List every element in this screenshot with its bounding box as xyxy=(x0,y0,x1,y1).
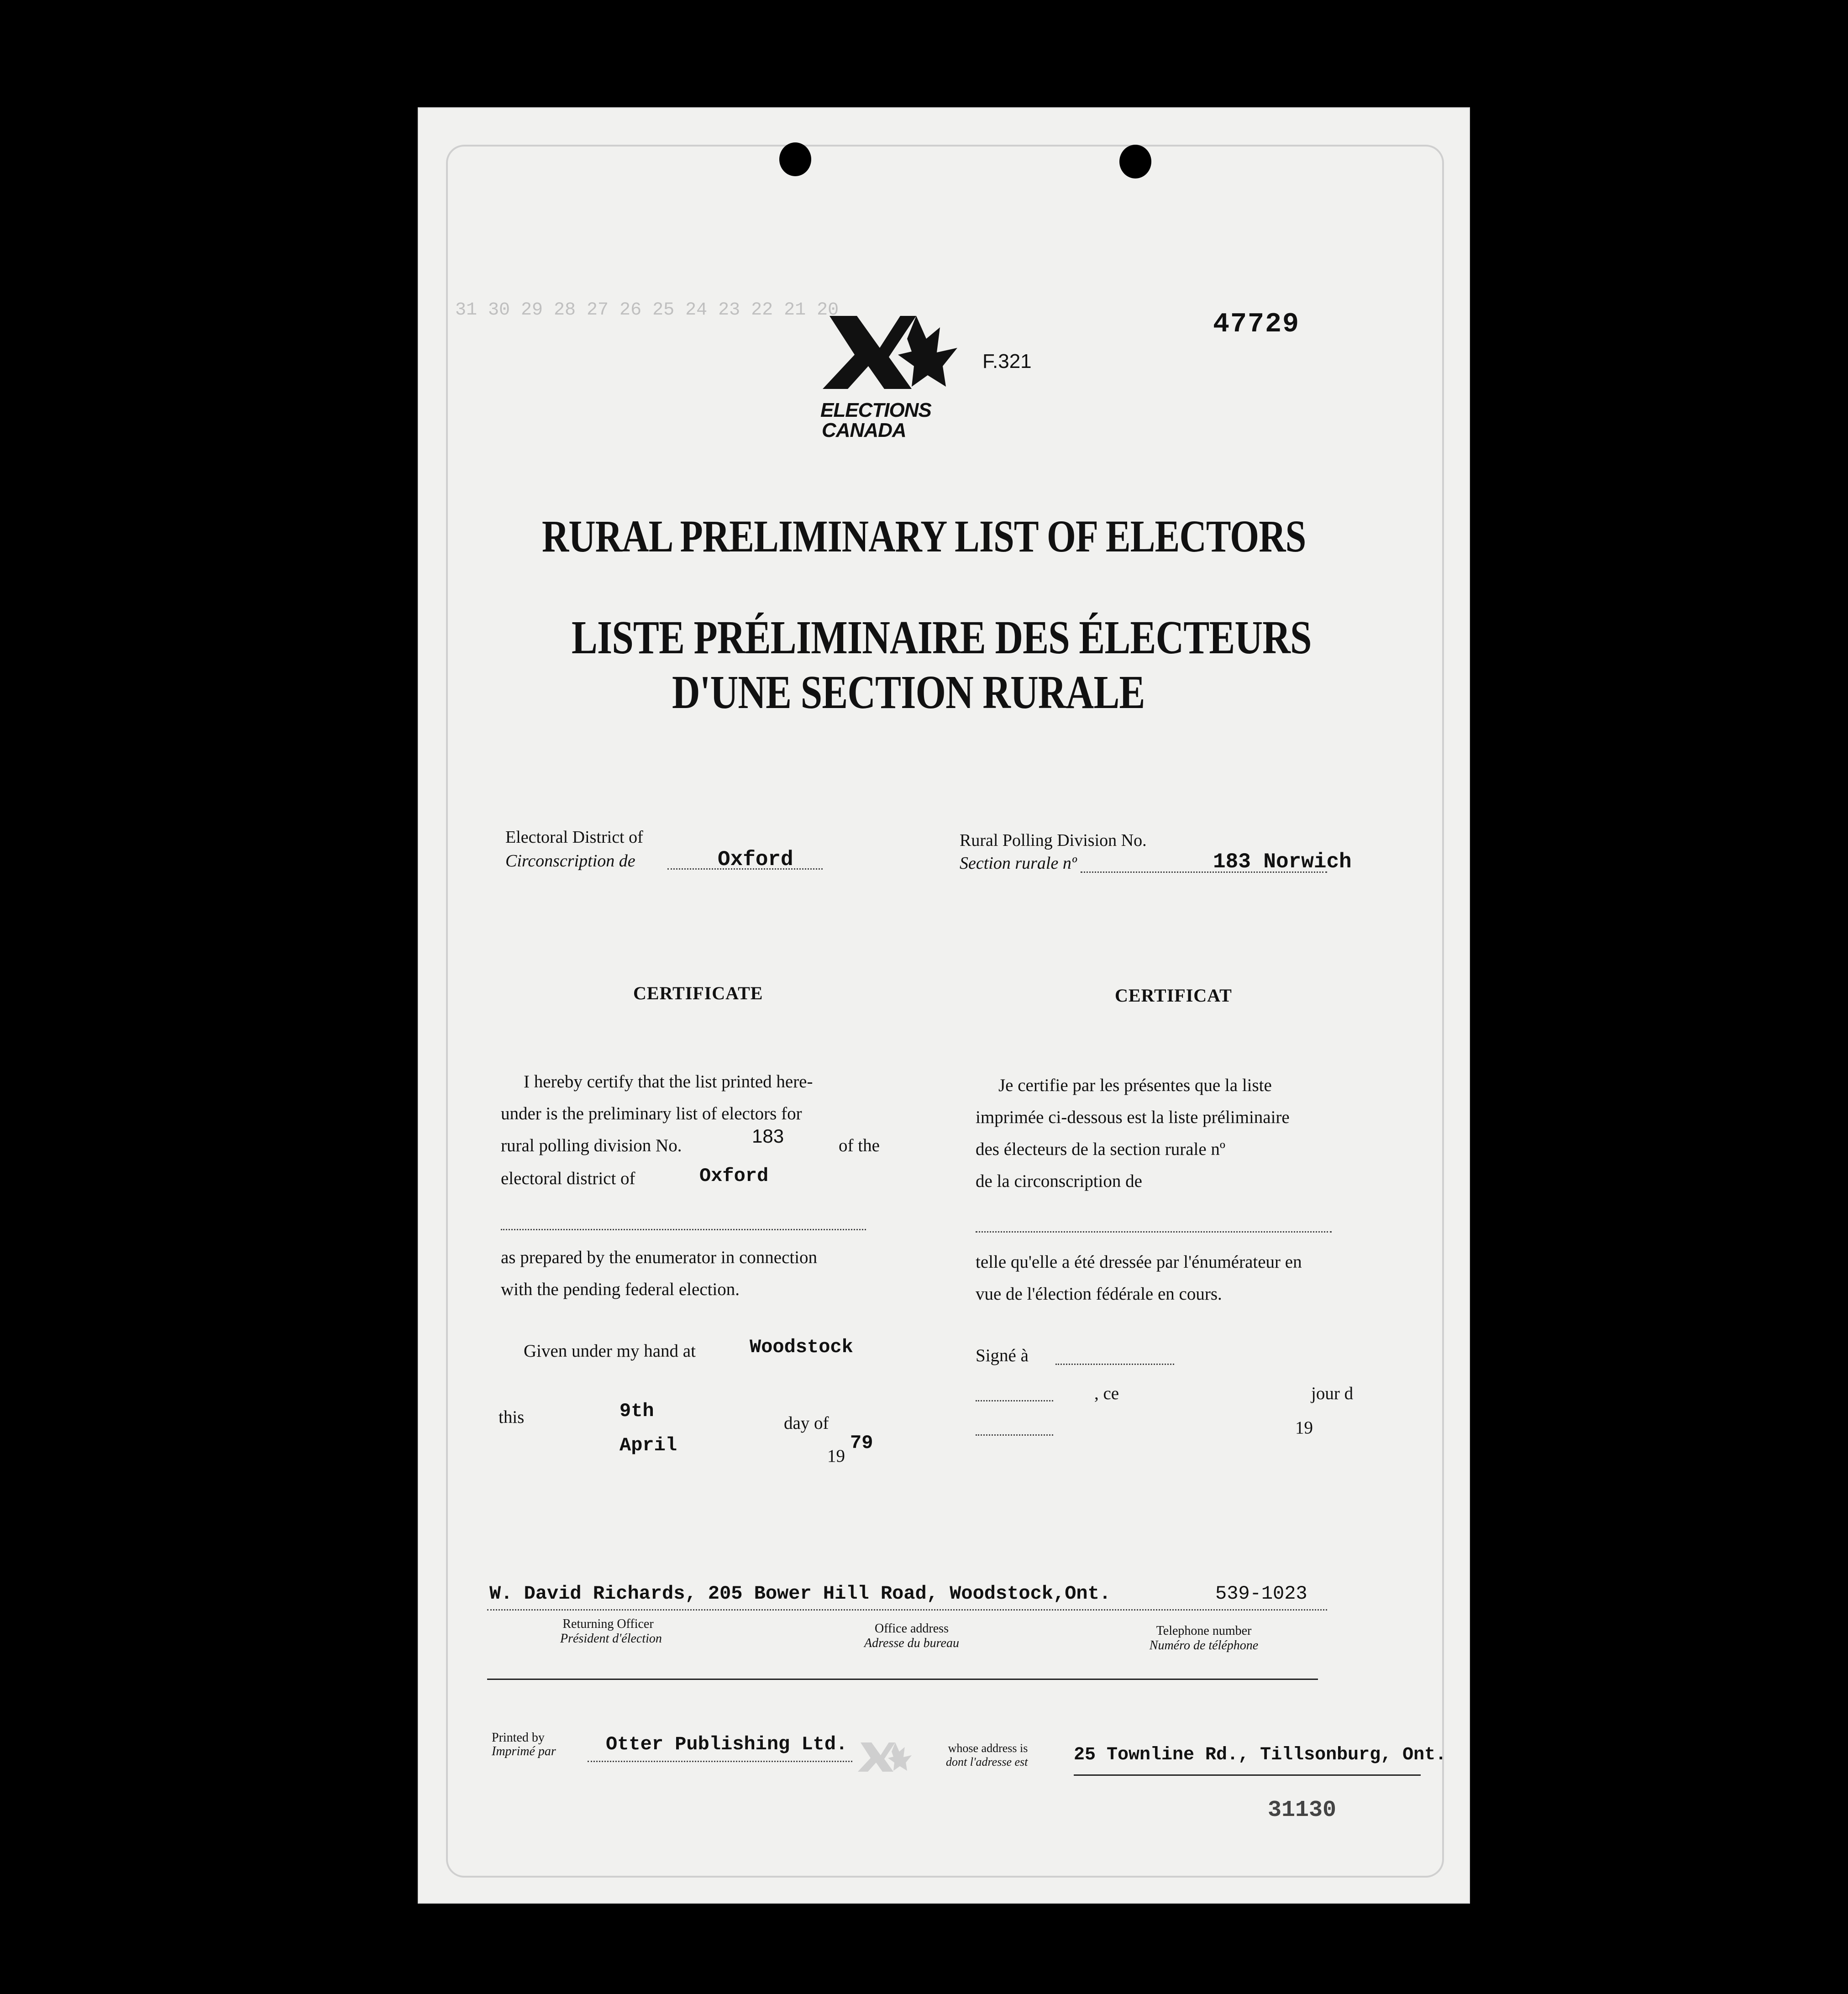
certificate-en-line6: with the pending federal election. xyxy=(501,1280,740,1299)
ce-underline xyxy=(976,1400,1053,1401)
certificate-fr-line1: Je certifie par les présentes que la liste xyxy=(998,1076,1272,1095)
district-label-fr: Circonscription de xyxy=(505,851,635,871)
district-value: Oxford xyxy=(718,848,793,871)
agency-name-line2: CANADA xyxy=(822,419,906,441)
officer-label-en: Returning Officer xyxy=(562,1617,654,1631)
certificate-en-district-value: Oxford xyxy=(699,1165,769,1187)
certificate-heading-en: CERTIFICATE xyxy=(633,983,763,1003)
address-label xyxy=(857,1621,966,1651)
agency-name-line1: ELECTIONS xyxy=(820,399,931,421)
certificate-fr-line6: vue de l'élection fédérale en cours. xyxy=(976,1284,1222,1304)
year-prefix-en: 19 xyxy=(827,1446,845,1466)
given-place-value: Woodstock xyxy=(750,1336,853,1358)
separator-rule xyxy=(487,1679,1318,1680)
whose-address-fr: dont l'adresse est xyxy=(946,1755,1028,1768)
certificate-fr-line4: de la circonscription de xyxy=(976,1171,1142,1191)
form-number: F.321 xyxy=(982,350,1032,373)
certificate-en-division-value: 183 xyxy=(752,1125,784,1147)
whose-address-label xyxy=(946,1742,1028,1769)
this-label: this xyxy=(499,1407,525,1427)
certificate-en-line1: I hereby certify that the list printed here- xyxy=(524,1072,813,1091)
elections-canada-logo xyxy=(820,311,957,412)
month-fr-underline xyxy=(976,1434,1053,1436)
elections-canada-watermark xyxy=(857,1740,912,1781)
certificate-en-line2: under is the preliminary list of electors for xyxy=(501,1104,802,1123)
phone-label-fr: Numéro de téléphone xyxy=(1149,1638,1259,1653)
certificate-en-line5: as prepared by the enumerator in connection xyxy=(501,1248,818,1267)
printed-by-en: Printed by xyxy=(492,1731,545,1745)
certificate-en-line3b: of the xyxy=(839,1136,880,1155)
printer-name: Otter Publishing Ltd. xyxy=(606,1733,848,1755)
elections-canada-x-leaf-icon xyxy=(820,311,957,412)
certificate-en-line4: electoral district of xyxy=(501,1169,635,1188)
serial-number: 47729 xyxy=(1213,309,1300,340)
day-value: 9th xyxy=(620,1400,654,1422)
address-label-fr: Adresse du bureau xyxy=(864,1636,959,1650)
officer-name-address: W. David Richards, 205 Bower Hill Road, Woodstock,Ont. xyxy=(489,1583,1111,1605)
punch-hole-right xyxy=(1119,145,1151,178)
printer-name-underline xyxy=(588,1761,852,1762)
certificate-fr-line3: des électeurs de la section rurale nº xyxy=(976,1139,1226,1159)
watermark-x-leaf-icon xyxy=(857,1740,912,1781)
certificate-fr-line2: imprimée ci-dessous est la liste préliminaire xyxy=(976,1107,1290,1127)
signed-label: Signé à xyxy=(976,1346,1029,1365)
officer-phone: 539-1023 xyxy=(1215,1583,1307,1605)
certificate-heading-fr: CERTIFICAT xyxy=(1115,985,1232,1006)
ce-label: , ce xyxy=(1094,1384,1119,1403)
whose-address-en: whose address is xyxy=(948,1742,1028,1755)
polling-label-fr: Section rurale nº xyxy=(960,854,1077,873)
polling-value: 183 Norwich xyxy=(1213,850,1352,874)
punch-hole-left xyxy=(779,142,811,176)
certificate-en-line3a: rural polling division No. xyxy=(501,1136,682,1155)
district-label-en: Electoral District of xyxy=(505,828,643,847)
printer-address-underline xyxy=(1074,1774,1421,1776)
printer-address: 25 Townline Rd., Tillsonburg, Ont. xyxy=(1074,1745,1447,1765)
title-french-line2: D'UNE SECTION RURALE xyxy=(672,666,1145,719)
printed-by-fr: Imprimé par xyxy=(492,1744,556,1758)
phone-label xyxy=(1140,1624,1268,1653)
certificate-fr-blank-line xyxy=(976,1231,1332,1233)
year-value: 79 xyxy=(850,1432,873,1454)
officer-label xyxy=(560,1617,662,1646)
address-label-en: Office address xyxy=(875,1621,949,1636)
year-prefix-fr: 19 xyxy=(1295,1418,1313,1438)
certificate-fr-line5: telle qu'elle a été dressée par l'énumérateur en xyxy=(976,1252,1302,1272)
stamp-number: 31130 xyxy=(1268,1797,1337,1823)
title-english: RURAL PRELIMINARY LIST OF ELECTORS xyxy=(542,511,1306,561)
certificate-en-blank-line xyxy=(501,1229,866,1230)
phone-label-en: Telephone number xyxy=(1156,1624,1252,1638)
jour-label: jour d xyxy=(1311,1384,1354,1403)
officer-underline xyxy=(487,1609,1327,1611)
officer-label-fr: Président d'élection xyxy=(560,1632,662,1646)
given-label: Given under my hand at xyxy=(524,1341,696,1361)
day-of-label: day of xyxy=(784,1413,829,1433)
signed-underline xyxy=(1055,1364,1174,1365)
form-sheet xyxy=(418,107,1470,1904)
bleed-through-text: 31 30 29 28 27 26 25 24 23 22 21 20 xyxy=(455,300,839,320)
month-value: April xyxy=(620,1434,677,1456)
title-french-line1: LISTE PRÉLIMINAIRE DES ÉLECTEURS xyxy=(572,611,1312,664)
printed-by-label xyxy=(492,1731,556,1758)
polling-label-en: Rural Polling Division No. xyxy=(960,831,1147,850)
